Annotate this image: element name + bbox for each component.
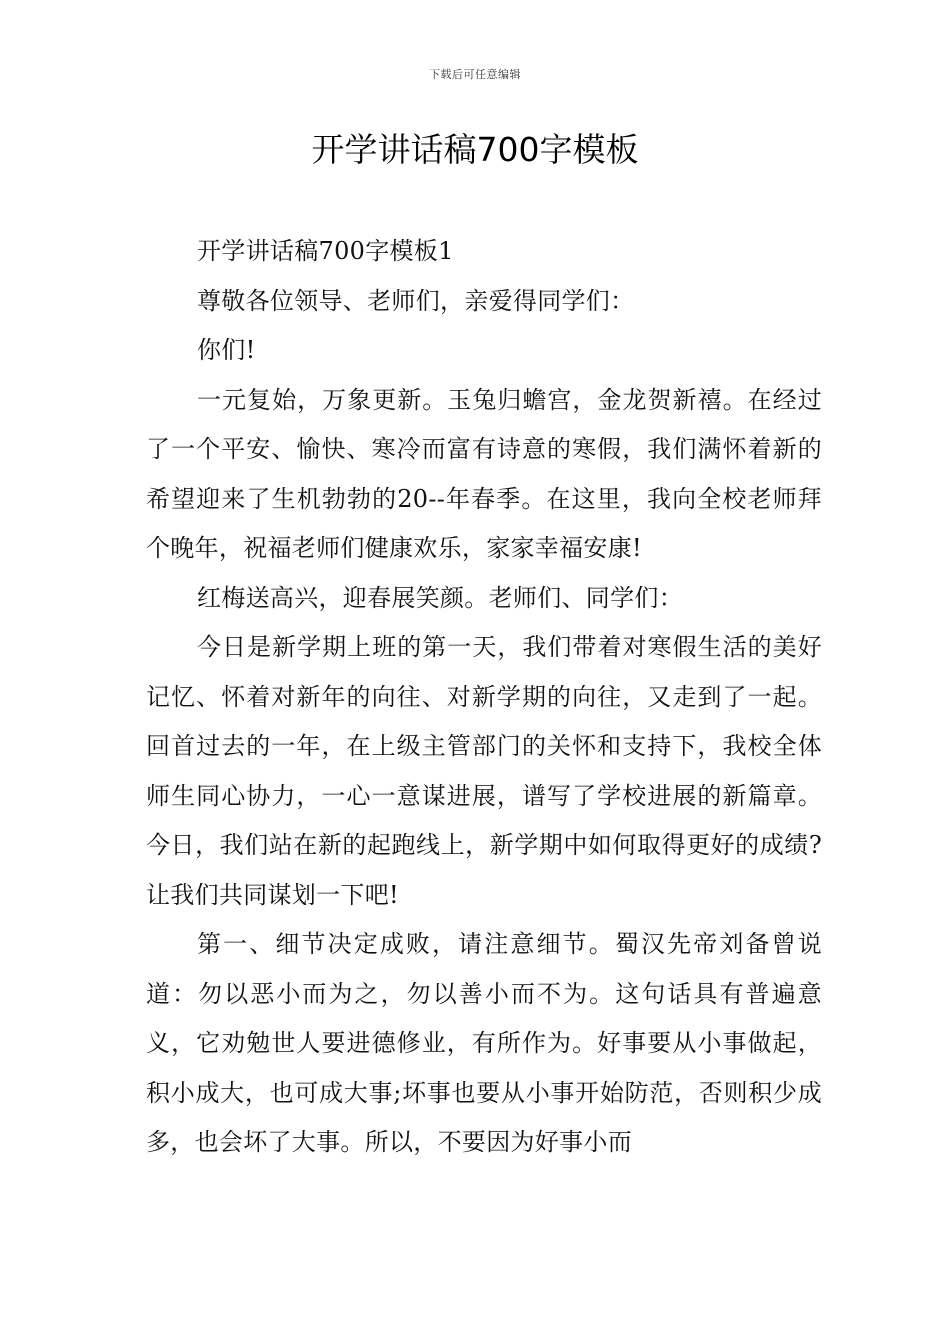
- paragraph-new-year: 一元复始，万象更新。玉兔归蟾宫，金龙贺新禧。在经过了一个平安、愉快、寒冷而富有诗意的寒假，我们满怀着新的希望迎来了生机勃勃的20--年春季。在这里，我向全校老师拜个晚年，祝福老师们健康欢乐，家家幸福安康!: [146, 385, 822, 562]
- header-note: 下载后可任意编辑: [429, 68, 521, 81]
- paragraph-greeting: 你们!: [197, 336, 256, 364]
- paragraph-subtitle: 开学讲话稿700字模板1: [197, 237, 454, 265]
- document-body: [146, 227, 822, 1168]
- paragraph-new-semester: 今日是新学期上班的第一天，我们带着对寒假生活的美好记忆、怀着对新年的向往、对新学期的向往，又走到了一起。回首过去的一年，在上级主管部门的关怀和支持下，我校全体师生同心协力，一心一意谋进展，谱写了学校进展的新篇章。今日，我们站在新的起跑线上，新学期中如何取得更好的成绩?让我们共同谋划一下吧!: [146, 633, 822, 909]
- document-title: 开学讲话稿700字模板: [311, 130, 639, 169]
- paragraph-salutation: 尊敬各位领导、老师们，亲爱得同学们：: [197, 286, 635, 315]
- paragraph-address: 红梅送高兴，迎春展笑颜。老师们、同学们：: [197, 583, 683, 612]
- paragraph-first-point: 第一、细节决定成败，请注意细节。蜀汉先帝刘备曾说道：勿以恶小而为之，勿以善小而不为。这句话具有普遍意义，它劝勉世人要进德修业，有所作为。好事要从小事做起，积小成大，也可成大事;坏事也要从小事开始防范，否则积少成多，也会坏了大事。所以，不要因为好事小而: [146, 930, 822, 1156]
